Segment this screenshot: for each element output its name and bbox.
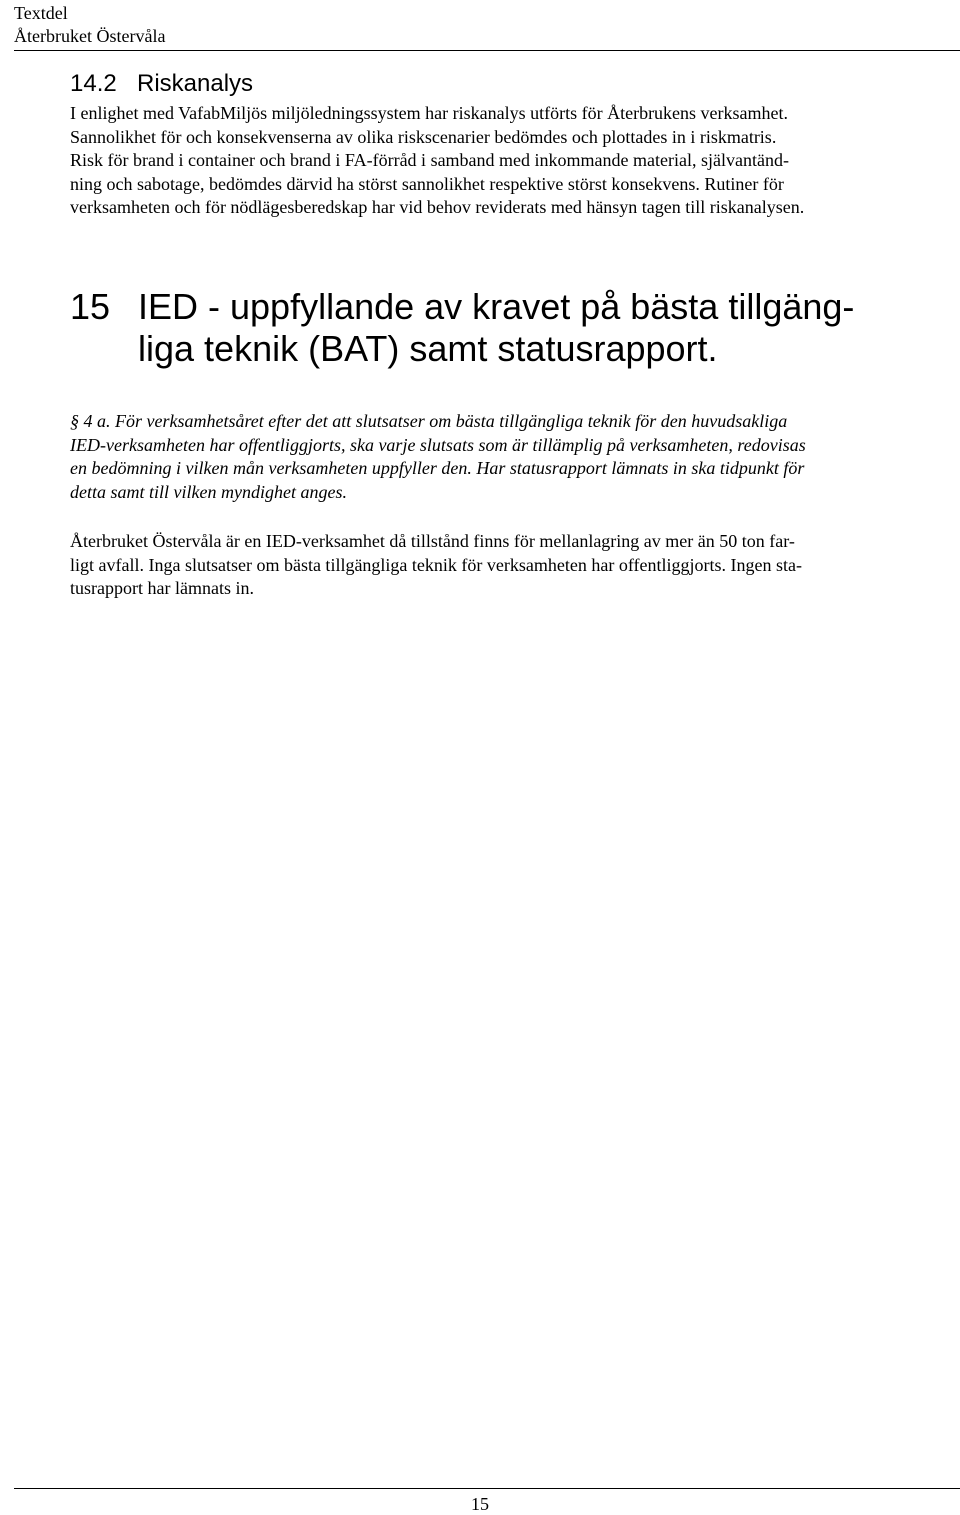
paragraph-line: Sannolikhet för och konsekvenserna av olika riskscenarier bedömdes och plottades in i riskmatris. xyxy=(70,126,777,147)
header-facility-name: Återbruket Östervåla xyxy=(14,26,166,46)
paragraph-line: detta samt till vilken myndighet anges. xyxy=(70,481,347,502)
legal-requirement-paragraph xyxy=(70,410,806,504)
header-divider xyxy=(14,50,960,51)
footer-divider xyxy=(14,1488,960,1489)
header-document-part: Textdel xyxy=(14,3,68,23)
section-number: 14.2 xyxy=(70,70,117,97)
section-heading-riskanalys xyxy=(70,69,253,99)
chapter-title-line: IED - uppfyllande av kravet på bästa tillgäng- xyxy=(138,286,855,327)
page-header xyxy=(14,2,165,48)
paragraph-line: verksamheten och för nödlägesberedskap har vid behov reviderats med hänsyn tagen till riskanalysen. xyxy=(70,197,805,217)
paragraph-line: Återbruket Östervåla är en IED-verksamhet då tillstånd finns för mellanlagring av mer än 50 ton far- xyxy=(70,531,795,551)
paragraph-line: ning och sabotage, bedömdes därvid ha störst sannolikhet respektive störst konsekvens. Rutiner för xyxy=(70,173,784,194)
section-title: Riskanalys xyxy=(137,70,254,97)
chapter-title-line: liga teknik (BAT) samt statusrapport. xyxy=(138,328,718,369)
page-number: 15 xyxy=(471,1494,489,1514)
paragraph-line: IED-verksamheten har offentliggjorts, ska varje slutsats som är tillämplig på verksamheten, redovisas xyxy=(70,434,806,455)
paragraph-line: tusrapport har lämnats in. xyxy=(70,578,254,598)
paragraph-line: en bedömning i vilken mån verksamheten uppfyller den. Har statusrapport lämnats in ska tidpunkt för xyxy=(70,458,805,478)
paragraph-line: I enlighet med VafabMiljös miljöledningssystem har riskanalys utförts för Återbrukens verksamhet. xyxy=(70,103,789,123)
riskanalys-paragraph xyxy=(70,102,804,220)
chapter-number: 15 xyxy=(70,286,111,327)
paragraph-line: § 4 a. För verksamhetsåret efter det att slutsatser om bästa tillgängliga teknik för den huvudsakliga xyxy=(70,411,788,431)
paragraph-line: ligt avfall. Inga slutsatser om bästa tillgängliga teknik för verksamheten har offentliggjorts. Ingen sta- xyxy=(70,554,802,575)
ied-status-paragraph xyxy=(70,530,802,601)
paragraph-line: Risk för brand i container och brand i FA-förråd i samband med inkommande material, självantänd- xyxy=(70,150,789,170)
chapter-heading-ied xyxy=(70,286,854,370)
